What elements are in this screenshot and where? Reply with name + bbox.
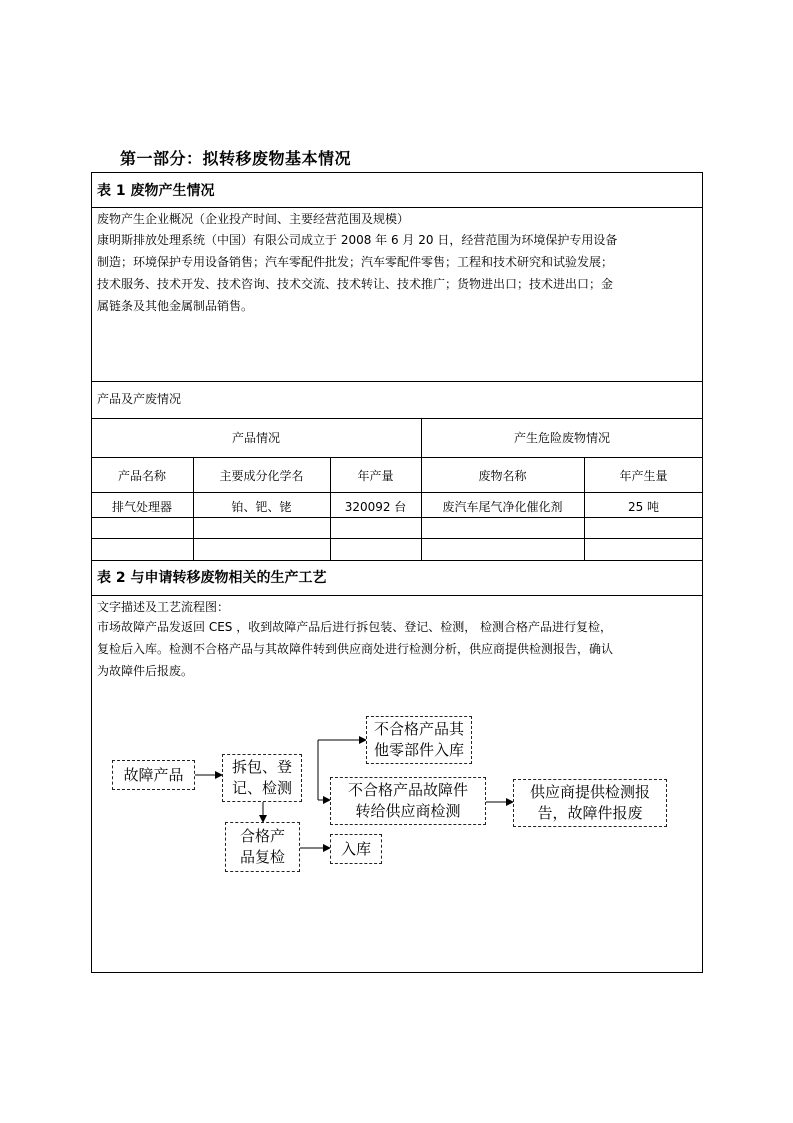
flow-box-fail-parts — [330, 777, 486, 825]
overview-line: 技术服务、技术开发、技术咨询、技术交流、技术转让、技术推广；货物进出口；技术进出口；金 — [97, 277, 614, 291]
desc-line: 为故障件后报废。 — [97, 664, 194, 678]
col-header-chemical: 主要成分化学名 — [219, 469, 304, 483]
flow-box-label: 不合格产品故障件 — [347, 781, 468, 799]
flow-box-label: 告，故障件报废 — [537, 804, 643, 822]
flow-box-label: 拆包、登 — [231, 758, 292, 776]
overview-label: 废物产生企业概况（企业投产时间、主要经营范围及规模） — [97, 212, 410, 226]
desc-line: 市场故障产品发返回 CES ，收到故障产品后进行拆包装、登记、检测， 检测合格产品进行复检， — [97, 620, 613, 634]
overview-line: 康明斯排放处理系统（中国）有限公司成立于 2008 年 6 月 20 日，经营范围为环境保护专用设备 — [97, 233, 618, 247]
table1-title: 表 1 废物产生情况 — [97, 183, 215, 199]
flow-box-label: 记、检测 — [231, 779, 292, 797]
table-cell: 铂、钯、铑 — [231, 500, 292, 514]
flow-box-label: 合格产 — [239, 827, 285, 845]
flow-box-unpack — [222, 754, 302, 802]
process-desc-label: 文字描述及工艺流程图： — [97, 600, 230, 614]
group-header-products: 产品情况 — [231, 431, 280, 445]
flow-box-label: 转给供应商检测 — [355, 802, 461, 820]
flow-box-label: 不合格产品其 — [373, 720, 464, 738]
flow-box-warehouse — [330, 834, 382, 864]
overview-line: 制造；环境保护专用设备销售；汽车零配件批发；汽车零配件零售；工程和技术研究和试验发展； — [97, 255, 614, 269]
flow-box-label: 他零部件入库 — [373, 741, 464, 759]
table-cell: 排气处理器 — [111, 500, 172, 514]
products-label: 产品及产废情况 — [97, 392, 182, 406]
col-header-annual-waste: 年产生量 — [619, 469, 668, 483]
flow-box-pass-recheck — [225, 822, 300, 872]
table2-title: 表 2 与申请转移废物相关的生产工艺 — [97, 570, 327, 586]
desc-line: 复检后入库。检测不合格产品与其故障件转到供应商处进行检测分析，供应商提供检测报告，确认 — [97, 642, 614, 656]
part-title: 第一部分：拟转移废物基本情况 — [120, 149, 352, 168]
table-cell: 320092 台 — [344, 500, 407, 514]
flow-box-supplier-report — [513, 779, 667, 827]
col-header-waste-name: 废物名称 — [478, 469, 527, 483]
flow-box-other-parts — [366, 716, 472, 764]
table-cell: 25 吨 — [627, 500, 660, 514]
col-header-annual-output: 年产量 — [357, 469, 394, 483]
flow-box-label: 入库 — [340, 839, 371, 858]
overview-line: 属链条及其他金属制品销售。 — [97, 299, 254, 313]
flow-box-label: 品复检 — [239, 848, 285, 866]
flow-box-label: 供应商提供检测报 — [529, 783, 650, 801]
flow-box-fault-product — [112, 760, 195, 790]
col-header-product-name: 产品名称 — [117, 469, 166, 483]
table-cell: 废汽车尾气净化催化剂 — [442, 500, 563, 514]
flow-box-label: 故障产品 — [123, 765, 184, 784]
group-header-hazardous-waste: 产生危险废物情况 — [513, 431, 610, 445]
